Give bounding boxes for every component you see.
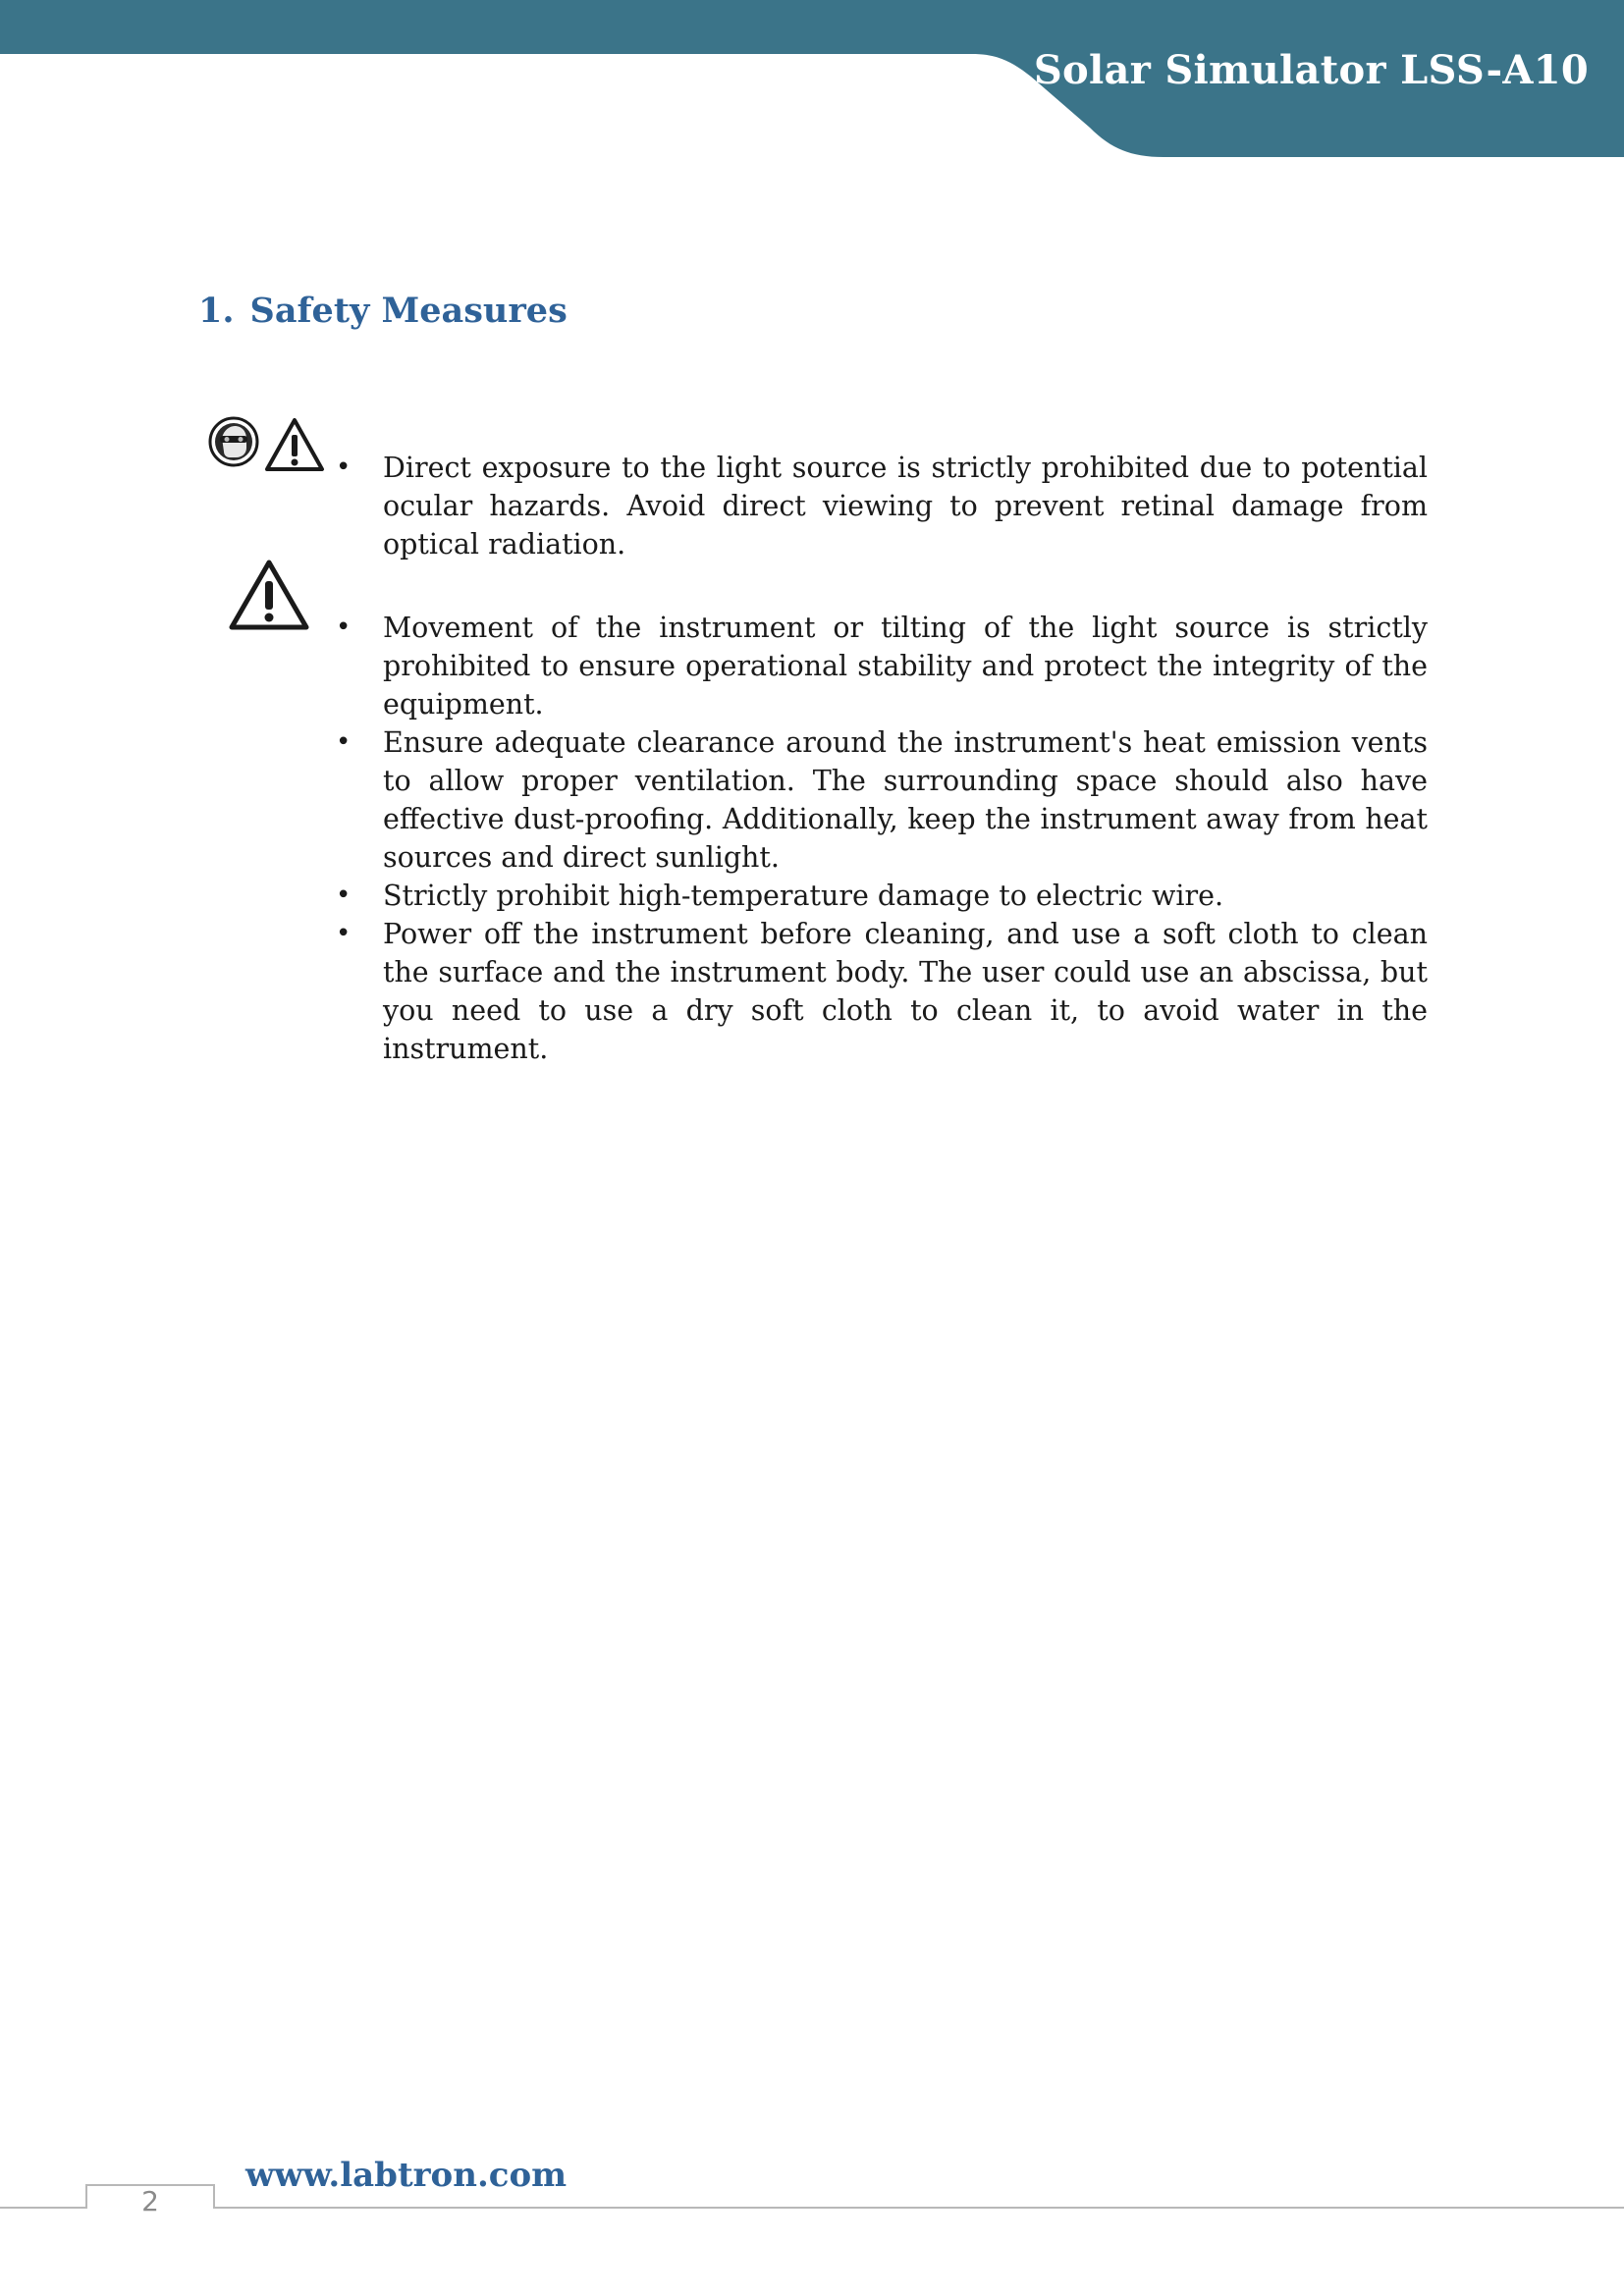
safety-list-1 — [332, 449, 1428, 563]
section-heading — [198, 291, 568, 331]
document-title: Solar Simulator LSS-A10 — [1033, 47, 1589, 93]
warning-icon-solo — [228, 558, 310, 632]
list-item-text: Strictly prohibit high-temperature damage to electric wire. — [383, 880, 1224, 912]
section-title: Safety Measures — [249, 291, 568, 331]
hazard-icon-group — [208, 412, 326, 475]
bullet-dot: • — [336, 727, 352, 757]
bullet-dot: • — [336, 881, 352, 910]
list-item — [332, 449, 1428, 563]
safety-list-2 — [332, 609, 1428, 1068]
warning-triangle-icon — [263, 416, 326, 473]
section-number: 1. — [198, 291, 235, 331]
page-number: 2 — [141, 2185, 159, 2217]
header-band — [0, 0, 1624, 162]
list-item — [332, 915, 1428, 1068]
list-item-text: Ensure adequate clearance around the instrument's heat emission vents to allow proper ventilation. The surrounding space should also have effective dust-proofing. Additionally, keep the instrument away from heat sources and direct sunlight. — [383, 726, 1428, 874]
footer-rule — [0, 2171, 1624, 2211]
bullet-dot: • — [336, 453, 352, 482]
list-item-text: Movement of the instrument or tilting of the light source is strictly prohibited to ensure operational stability and protect the integrity of the equipment. — [383, 612, 1428, 721]
list-item — [332, 877, 1428, 915]
list-item — [332, 609, 1428, 723]
warning-triangle-icon — [228, 558, 310, 632]
list-item-text: Direct exposure to the light source is strictly prohibited due to potential ocular hazards. Avoid direct viewing to prevent retinal damage from optical radiation. — [383, 452, 1428, 561]
bullet-dot: • — [336, 613, 352, 642]
bullet-dot: • — [336, 919, 352, 948]
list-item — [332, 723, 1428, 877]
footer-url[interactable]: www.labtron.com — [245, 2156, 568, 2195]
list-item-text: Power off the instrument before cleaning, and use a soft cloth to clean the surface and the instrument body. The user could use an abscissa, but you need to use a dry soft cloth to clean it, to avoid water in the instrument. — [383, 918, 1428, 1065]
